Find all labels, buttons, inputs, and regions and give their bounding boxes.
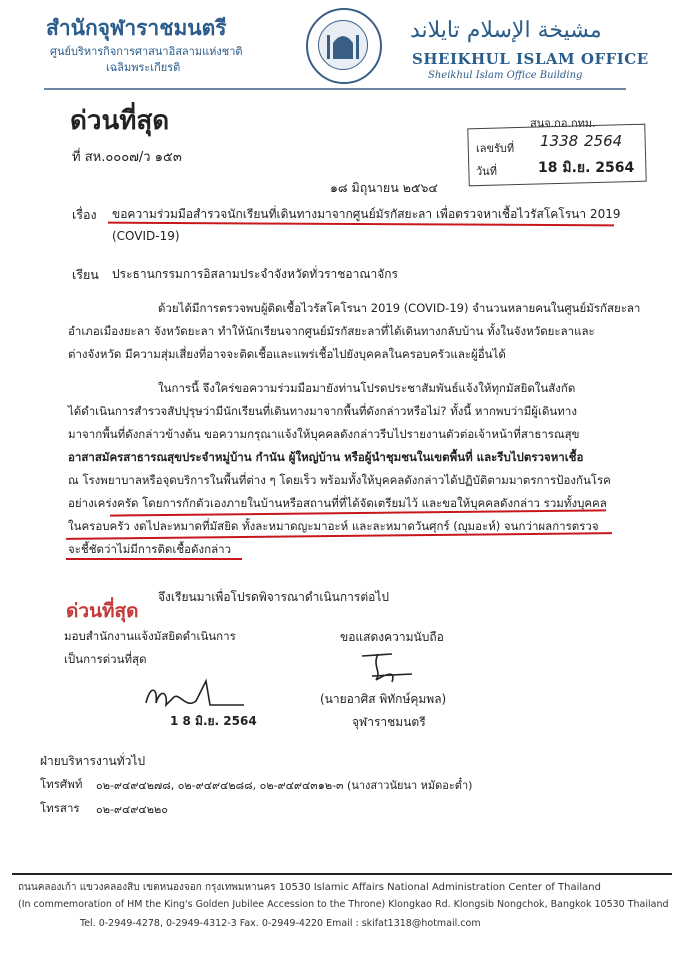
assign-date: 1 8 มิ.ย. 2564 [170, 714, 257, 728]
header-en-sub: Sheikhul Islam Office Building [428, 70, 583, 81]
department: ฝ่ายบริหารงานทั่วไป [40, 754, 146, 768]
para2-line: ในการนี้ จึงใคร่ขอความร่วมมือมายังท่านโปรดประชาสัมพันธ์แจ้งให้ทุกมัสยิดในสังกัด [158, 381, 576, 395]
seal-inner [318, 20, 368, 70]
header-en-name: SHEIKHUL ISLAM OFFICE [412, 50, 649, 68]
header-thai-sub1: ศูนย์บริหารกิจการศาสนาอิสลามแห่งชาติ [50, 45, 243, 58]
subject-line1: ขอความร่วมมือสำรวจนักเรียนที่เดินทางมาจากศูนย์มัรกัสยะลา เพื่อตรวจหาเชื้อไวรัสโคโรนา 2019 [112, 207, 621, 221]
para1-line: ด้วยได้มีการตรวจพบผู้ติดเชื้อไวรัสโคโรนา 2019 (COVID-19) จำนวนหลายคนในศูนย์มัรกัสยะลา [158, 301, 641, 315]
para2-line: จะชี้ชัดว่าไม่มีการติดเชื้อดังกล่าว [68, 542, 232, 556]
receipt-date-label: วันที่ [476, 165, 497, 178]
phone-label: โทรศัพท์ [40, 777, 83, 791]
para2-line: มาจากพื้นที่ดังกล่าวข้างต้น ขอความกรุณาแจ้งให้บุคคลดังกล่าวรีบไปรายงานตัวต่อเจ้าหน้าที่สาธารณสุข [68, 427, 580, 441]
receipt-number: 1338 [540, 132, 579, 150]
receipt-office: สนจ.กอ.กทม. [530, 117, 596, 130]
closing-line: จึงเรียนมาเพื่อโปรดพิจารณาดำเนินการต่อไป [158, 590, 389, 604]
mosque-icon [319, 21, 367, 69]
footer-line2: (In commemoration of HM the King's Golden Jubilee Accession to the Throne) Klongkao Rd. Klongsib Nongchok, Bangkok 10530 Thailand [18, 899, 669, 910]
header-thai-name: สำนักจุฬาราชมนตรี [46, 15, 227, 40]
receipt-number-label: เลขรับที่ [476, 142, 515, 155]
urgent-red-stamp: ด่วนที่สุด [66, 600, 139, 622]
signer-signature [352, 646, 422, 688]
signer-title: จุฬาราชมนตรี [352, 715, 426, 729]
header-divider [44, 88, 626, 90]
to-text: ประธานกรรมการอิสลามประจำจังหวัดทั่วราชอาณาจักร [112, 267, 398, 281]
para2-line: ได้ดำเนินการสำรวจสัปปุรุษว่ามีนักเรียนที่เดินทางมาจากพื้นที่ดังกล่าวหรือไม่? ทั้งนี้ หากพบว่ามีผู้เดินทาง [68, 404, 577, 418]
highlight-underline [66, 558, 242, 560]
assign-line2: เป็นการด่วนที่สุด [64, 652, 147, 666]
assignment-signature [140, 675, 250, 715]
receipt-date: 18 มิ.ย. 2564 [538, 160, 635, 176]
phone-numbers: ๐๒-๙๔๙๔๒๗๘, ๐๒-๙๔๙๔๒๘๘, ๐๒-๙๔๙๔๓๑๒-๓ (นางสาวนัยนา หมัดอะต๋ำ) [96, 779, 473, 792]
para2-line: อาสาสมัครสาธารณสุขประจำหมู่บ้าน กำนัน ผู้ใหญ่บ้าน หรือผู้นำชุมชนในเขตพื้นที่ และรีบไปตรวจหาเชื้อ [68, 450, 584, 464]
subject-label: เรื่อง [72, 207, 97, 222]
footer-line3: Tel. 0-2949-4278, 0-2949-4312-3 Fax. 0-2949-4220 Email : skifat1318@hotmail.com [80, 918, 481, 929]
fax-number: ๐๒-๙๔๙๔๒๒๐ [96, 803, 168, 816]
receipt-year: 2564 [584, 132, 623, 150]
para1-line: อำเภอเมืองยะลา จังหวัดยะลา ทำให้นักเรียนจากศูนย์มัรกัสยะลาที่ได้เดินทางกลับบ้าน ทั้งในจังหวัดยะลาและ [68, 324, 595, 338]
to-label: เรียน [72, 267, 99, 282]
header-thai-sub2: เฉลิมพระเกียรติ [106, 61, 181, 74]
fax-label: โทรสาร [40, 801, 80, 815]
letter-date: ๑๘ มิถุนายน ๒๕๖๔ [330, 180, 438, 195]
signer-name: (นายอาศิส พิทักษ์คุมพล) [320, 692, 447, 706]
header-arabic: مشيخة الإسلام تايلاند [410, 18, 602, 43]
para2-line: ในครอบครัว งดไปละหมาดที่มัสยิด ทั้งละหมาดญะมาอะห์ และละหมาดวันศุกร์ (ญุมอะห์) จนกว่าผลการตรวจ [68, 519, 599, 533]
assign-line1: มอบสำนักงานแจ้งมัสยิดดำเนินการ [64, 629, 236, 643]
para2-line: อย่างเคร่งครัด โดยการกักตัวเองภายในบ้านหรือสถานที่ที่ได้จัดเตรียมไว้ และขอให้บุคคลดังกล่าว รวมทั้งบุคคล [68, 496, 607, 510]
reference-number: ที่ สห.๐๐๐๗/ว ๑๕๓ [72, 150, 182, 165]
para1-line: ต่างจังหวัด มีความสุ่มเสี่ยงที่อาจจะติดเชื้อและแพร่เชื้อไปยังบุคคลในครอบครัวและผู้อื่นได้ [68, 347, 506, 361]
urgency-heading: ด่วนที่สุด [70, 106, 170, 136]
footer-divider [12, 873, 672, 875]
subject-line2: (COVID-19) [112, 229, 180, 243]
regards: ขอแสดงความนับถือ [340, 630, 444, 644]
footer-line1: ถนนคลองเก้า แขวงคลองสิบ เขตหนองจอก กรุงเทพมหานคร 10530 Islamic Affairs National Administration Center of Thailand [18, 882, 601, 893]
para2-line: ณ โรงพยาบาลหรือจุดบริการในพื้นที่ต่าง ๆ โดยเร็ว พร้อมทั้งให้บุคคลดังกล่าวได้ปฏิบัติตามมาตรการป้องกันโรค [68, 473, 611, 487]
